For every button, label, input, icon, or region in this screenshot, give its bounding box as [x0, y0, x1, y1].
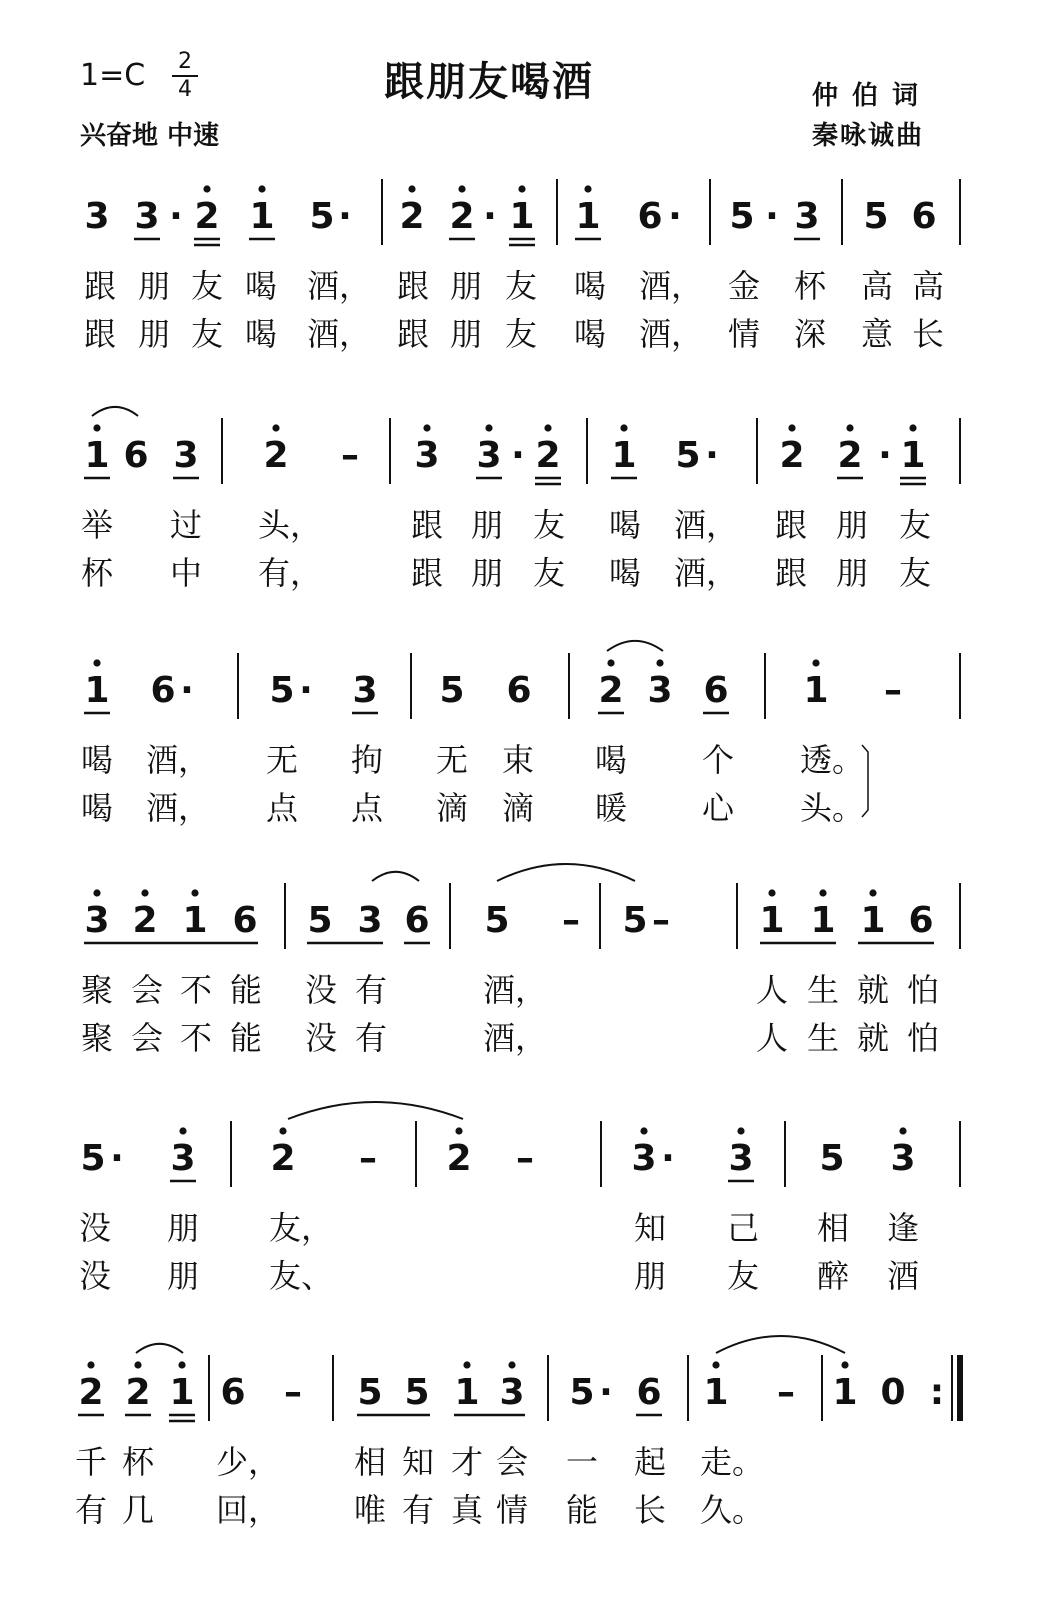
note: 6: [911, 196, 937, 237]
note: 3: [476, 435, 502, 476]
lyric-syllable: 酒，: [483, 1019, 548, 1057]
lyric-syllable: 长: [912, 315, 945, 353]
note: 6: [232, 900, 258, 941]
lyric-syllable: 醉: [817, 1257, 850, 1295]
lyric-syllable: 杯: [81, 554, 114, 592]
lyric-syllable: 人: [756, 1019, 789, 1057]
note: 5: [729, 196, 755, 237]
time-signature-bottom: 4: [178, 77, 192, 102]
note: 2: [449, 196, 475, 237]
lyric-syllable: 朋: [634, 1257, 667, 1295]
note: ·: [878, 435, 892, 476]
lyric-syllable: 逢: [887, 1209, 920, 1247]
note: ·: [511, 435, 525, 476]
high-octave-dot: [258, 185, 265, 192]
lyric-syllable: 有: [355, 1019, 388, 1057]
high-octave-dot: [869, 889, 876, 896]
high-octave-dot: [846, 424, 853, 431]
lyric-syllable: 有，: [258, 554, 323, 592]
lyric-syllable: 久。: [700, 1491, 765, 1529]
lyric-syllable: 友，: [269, 1209, 334, 1247]
lyric-syllable: 不: [180, 971, 213, 1009]
high-octave-dot: [812, 659, 819, 666]
lyric-syllable: 跟: [775, 506, 808, 544]
note: 3: [631, 1138, 657, 1179]
lyric-syllable: 就: [857, 971, 890, 1009]
note: 2: [598, 670, 624, 711]
lyric-syllable: 跟: [775, 554, 808, 592]
lyric-syllable: 相: [354, 1443, 387, 1481]
high-octave-dot: [178, 1361, 185, 1368]
lyric-syllable: 朋: [471, 506, 504, 544]
note: :: [929, 1372, 945, 1413]
lyric-syllable: 友: [727, 1257, 760, 1295]
high-octave-dot: [458, 185, 465, 192]
note: 6: [506, 670, 532, 711]
lyric-syllable: 喝: [609, 506, 642, 544]
note: 6: [404, 900, 430, 941]
lyric-syllable: 朋: [167, 1209, 200, 1247]
lyric-syllable: 酒，: [674, 506, 739, 544]
note: 5: [675, 435, 701, 476]
lyric-syllable: 酒，: [639, 315, 704, 353]
tie-slur: [372, 872, 419, 881]
lyric-syllable: 有: [355, 971, 388, 1009]
note: 5: [439, 670, 465, 711]
lyric-syllable: 杯: [122, 1443, 155, 1481]
lyric-syllable: 会: [496, 1443, 529, 1481]
high-octave-dot: [607, 659, 614, 666]
lyric-syllable: 无: [436, 741, 469, 779]
lyric-syllable: 少，: [216, 1443, 281, 1481]
lyric-syllable: 有: [402, 1491, 435, 1529]
note: –: [359, 1138, 377, 1179]
note: 2: [399, 196, 425, 237]
time-signature-top: 2: [178, 49, 192, 74]
note: –: [652, 900, 670, 941]
note: 5: [863, 196, 889, 237]
tie-slur: [92, 407, 138, 416]
high-octave-dot: [272, 424, 279, 431]
high-octave-dot: [841, 1361, 848, 1368]
lyric-syllable: 生: [807, 971, 840, 1009]
lyric-syllable: 酒，: [307, 315, 372, 353]
lyric-syllable: 朋: [471, 554, 504, 592]
note: 1: [182, 900, 208, 941]
lyric-syllable: 酒，: [483, 971, 548, 1009]
lyric-syllable: 个: [702, 741, 735, 779]
note: –: [516, 1138, 534, 1179]
note: 0: [880, 1372, 906, 1413]
note: ·: [705, 435, 719, 476]
lyric-syllable: 喝: [595, 741, 628, 779]
lyric-syllable: 能: [566, 1491, 599, 1529]
note: 1: [803, 670, 829, 711]
lyric-syllable: 朋: [167, 1257, 200, 1295]
lyric-syllable: 朋: [138, 267, 171, 305]
lyric-syllable: 跟: [411, 506, 444, 544]
lyric-syllable: 能: [230, 971, 263, 1009]
note: ·: [180, 670, 194, 711]
note: 1: [703, 1372, 729, 1413]
note: –: [884, 670, 902, 711]
lyric-syllable: 有: [75, 1491, 108, 1529]
lyric-syllable: 友: [191, 267, 224, 305]
note: 6: [637, 196, 663, 237]
lyric-syllable: 酒，: [146, 741, 211, 779]
note: 2: [78, 1372, 104, 1413]
note: 3: [134, 196, 160, 237]
note: 3: [414, 435, 440, 476]
note: 1: [900, 435, 926, 476]
lyric-syllable: 跟: [397, 315, 430, 353]
tie-slur: [716, 1336, 845, 1353]
tempo-marking: 兴奋地 中速: [80, 121, 220, 151]
note: 3: [794, 196, 820, 237]
lyric-syllable: 一: [566, 1443, 599, 1481]
high-octave-dot: [423, 424, 430, 431]
lyric-syllable: 千: [75, 1443, 108, 1481]
lyric-syllable: 走。: [700, 1443, 765, 1481]
note: ·: [599, 1372, 613, 1413]
note: 6: [150, 670, 176, 711]
lyric-syllable: 意: [861, 315, 894, 353]
lyric-syllable: 中: [170, 554, 203, 592]
lyric-syllable: 喝: [245, 267, 278, 305]
note: 2: [779, 435, 805, 476]
lyric-syllable: 喝: [574, 267, 607, 305]
note: ·: [668, 196, 682, 237]
note: ·: [169, 196, 183, 237]
key-signature: 1=C: [80, 58, 146, 93]
note: ·: [483, 196, 497, 237]
note: ·: [110, 1138, 124, 1179]
lyric-syllable: 高: [861, 267, 894, 305]
note: 6: [220, 1372, 246, 1413]
note: 3: [352, 670, 378, 711]
high-octave-dot: [620, 424, 627, 431]
lyric-syllable: 情: [728, 315, 761, 353]
note: 1: [454, 1372, 480, 1413]
lyric-syllable: 友: [899, 506, 932, 544]
note: 5: [307, 900, 333, 941]
lyric-syllable: 无: [266, 741, 299, 779]
lyric-syllable: 喝: [609, 554, 642, 592]
lyric-syllable: 才: [451, 1443, 484, 1481]
lyric-syllable: 跟: [411, 554, 444, 592]
high-octave-dot: [909, 424, 916, 431]
lyric-syllable: 朋: [138, 315, 171, 353]
note: 1: [810, 900, 836, 941]
lyric-syllable: 没: [305, 1019, 338, 1057]
note: 5: [80, 1138, 106, 1179]
lyric-syllable: 起: [634, 1443, 667, 1481]
lyric-syllable: 喝: [81, 741, 114, 779]
note: 1: [611, 435, 637, 476]
lyric-syllable: 知: [634, 1209, 667, 1247]
lyricist-credit: 仲伯词: [812, 81, 933, 111]
note: 1: [509, 196, 535, 237]
lyric-syllable: 友: [191, 315, 224, 353]
note: 3: [499, 1372, 525, 1413]
high-octave-dot: [819, 889, 826, 896]
high-octave-dot: [455, 1127, 462, 1134]
note: ·: [299, 670, 313, 711]
high-octave-dot: [408, 185, 415, 192]
high-octave-dot: [899, 1127, 906, 1134]
note: 1: [249, 196, 275, 237]
lyric-syllable: 朋: [836, 554, 869, 592]
note: 1: [84, 670, 110, 711]
song-title: 跟朋友喝酒: [384, 58, 594, 105]
lyric-syllable: 没: [305, 971, 338, 1009]
lyric-syllable: 酒: [887, 1257, 920, 1295]
note: 2: [194, 196, 220, 237]
lyric-syllable: 跟: [397, 267, 430, 305]
high-octave-dot: [93, 889, 100, 896]
lyric-syllable: 聚: [81, 971, 114, 1009]
note: 5: [484, 900, 510, 941]
lyric-syllable: 会: [131, 971, 164, 1009]
note: 3: [84, 900, 110, 941]
high-octave-dot: [93, 659, 100, 666]
lyric-syllable: 友: [899, 554, 932, 592]
lyric-syllable: 心: [702, 789, 735, 827]
note: 3: [170, 1138, 196, 1179]
lyric-syllable: 友: [533, 506, 566, 544]
lyric-syllable: 跟: [84, 315, 117, 353]
high-octave-dot: [518, 185, 525, 192]
tie-slur: [497, 864, 635, 881]
lyric-syllable: 友: [505, 315, 538, 353]
lyric-syllable: 情: [496, 1491, 529, 1529]
note: 5: [819, 1138, 845, 1179]
high-octave-dot: [134, 1361, 141, 1368]
lyric-syllable: 酒，: [639, 267, 704, 305]
lyric-syllable: 深: [794, 315, 827, 353]
lyric-syllable: 回，: [216, 1491, 281, 1529]
note: 1: [860, 900, 886, 941]
lyric-syllable: 金: [728, 267, 761, 305]
lyric-syllable: 相: [817, 1209, 850, 1247]
high-octave-dot: [508, 1361, 515, 1368]
note: 6: [703, 670, 729, 711]
lyric-syllable: 喝: [574, 315, 607, 353]
lyric-syllable: 友、: [269, 1257, 334, 1295]
tie-slur: [288, 1102, 463, 1119]
note: –: [341, 435, 359, 476]
note: 1: [575, 196, 601, 237]
lyric-syllable: 长: [634, 1491, 667, 1529]
note: 3: [647, 670, 673, 711]
note: 2: [263, 435, 289, 476]
note: 5: [404, 1372, 430, 1413]
lyric-syllable: 举: [81, 506, 114, 544]
note: 2: [125, 1372, 151, 1413]
lyric-syllable: 就: [857, 1019, 890, 1057]
lyric-syllable: 几: [122, 1491, 155, 1529]
note: 2: [837, 435, 863, 476]
high-octave-dot: [191, 889, 198, 896]
lyric-syllable: 束: [502, 741, 535, 779]
lyric-syllable: 真: [451, 1491, 484, 1529]
lyric-syllable: 点: [266, 789, 299, 827]
lyric-syllable: 怕: [907, 971, 940, 1009]
high-octave-dot: [203, 185, 210, 192]
lyric-syllable: 过: [170, 506, 203, 544]
high-octave-dot: [485, 424, 492, 431]
lyric-syllable: 透。: [800, 741, 865, 779]
lyric-syllable: 暖: [595, 789, 628, 827]
final-barline-thick: [957, 1355, 963, 1421]
tie-slur: [607, 641, 663, 651]
note: –: [562, 900, 580, 941]
high-octave-dot: [737, 1127, 744, 1134]
note: 3: [84, 196, 110, 237]
lyric-syllable: 酒，: [674, 554, 739, 592]
note: 5: [569, 1372, 595, 1413]
note: 1: [84, 435, 110, 476]
lyric-syllable: 友: [533, 554, 566, 592]
note: ·: [765, 196, 779, 237]
lyric-syllable: 头，: [258, 506, 323, 544]
note: 1: [759, 900, 785, 941]
lyric-syllable: 生: [807, 1019, 840, 1057]
note: 6: [908, 900, 934, 941]
lyric-syllable: 聚: [81, 1019, 114, 1057]
high-octave-dot: [93, 424, 100, 431]
lyric-syllable: 朋: [836, 506, 869, 544]
lyric-syllable: 怕: [907, 1019, 940, 1057]
lyric-syllable: 唯: [354, 1491, 387, 1529]
note: 1: [169, 1372, 195, 1413]
note: 2: [270, 1138, 296, 1179]
composer-credit: 秦咏诚曲: [812, 121, 925, 151]
note: 5: [357, 1372, 383, 1413]
note: 3: [728, 1138, 754, 1179]
lyric-syllable: 没: [79, 1257, 112, 1295]
note: 6: [123, 435, 149, 476]
note: 3: [357, 900, 383, 941]
lyric-syllable: 能: [230, 1019, 263, 1057]
note: 2: [535, 435, 561, 476]
lyric-syllable: 滴: [436, 789, 469, 827]
lyric-syllable: 人: [756, 971, 789, 1009]
high-octave-dot: [768, 889, 775, 896]
high-octave-dot: [544, 424, 551, 431]
high-octave-dot: [712, 1361, 719, 1368]
lyric-syllable: 友: [505, 267, 538, 305]
lyric-syllable: 朋: [450, 315, 483, 353]
lyric-syllable: 酒，: [146, 789, 211, 827]
lyric-syllable: 知: [402, 1443, 435, 1481]
high-octave-dot: [279, 1127, 286, 1134]
lyric-syllable: 酒，: [307, 267, 372, 305]
lyric-syllable: 头。: [800, 789, 865, 827]
lyric-syllable: 滴: [502, 789, 535, 827]
high-octave-dot: [463, 1361, 470, 1368]
note: ·: [338, 196, 352, 237]
high-octave-dot: [656, 659, 663, 666]
lyric-syllable: 杯: [794, 267, 827, 305]
note: 5: [309, 196, 335, 237]
high-octave-dot: [584, 185, 591, 192]
note: ·: [661, 1138, 675, 1179]
tie-slur: [136, 1344, 183, 1353]
high-octave-dot: [87, 1361, 94, 1368]
note: 2: [132, 900, 158, 941]
high-octave-dot: [141, 889, 148, 896]
note: –: [284, 1372, 302, 1413]
lyric-syllable: 不: [180, 1019, 213, 1057]
lyric-syllable: 朋: [450, 267, 483, 305]
note: 5: [622, 900, 648, 941]
high-octave-dot: [179, 1127, 186, 1134]
lyric-syllable: 拘: [351, 741, 384, 779]
note: 1: [832, 1372, 858, 1413]
note: 6: [636, 1372, 662, 1413]
lyric-syllable: 高: [912, 267, 945, 305]
note: 3: [890, 1138, 916, 1179]
note: 2: [446, 1138, 472, 1179]
lyric-syllable: 没: [79, 1209, 112, 1247]
note: 3: [173, 435, 199, 476]
note: –: [777, 1372, 795, 1413]
lyric-syllable: 点: [351, 789, 384, 827]
lyric-syllable: 跟: [84, 267, 117, 305]
lyric-syllable: 会: [131, 1019, 164, 1057]
note: 5: [269, 670, 295, 711]
high-octave-dot: [640, 1127, 647, 1134]
lyric-syllable: 己: [727, 1209, 760, 1247]
lyric-syllable: 喝: [245, 315, 278, 353]
lyric-syllable: 喝: [81, 789, 114, 827]
high-octave-dot: [788, 424, 795, 431]
